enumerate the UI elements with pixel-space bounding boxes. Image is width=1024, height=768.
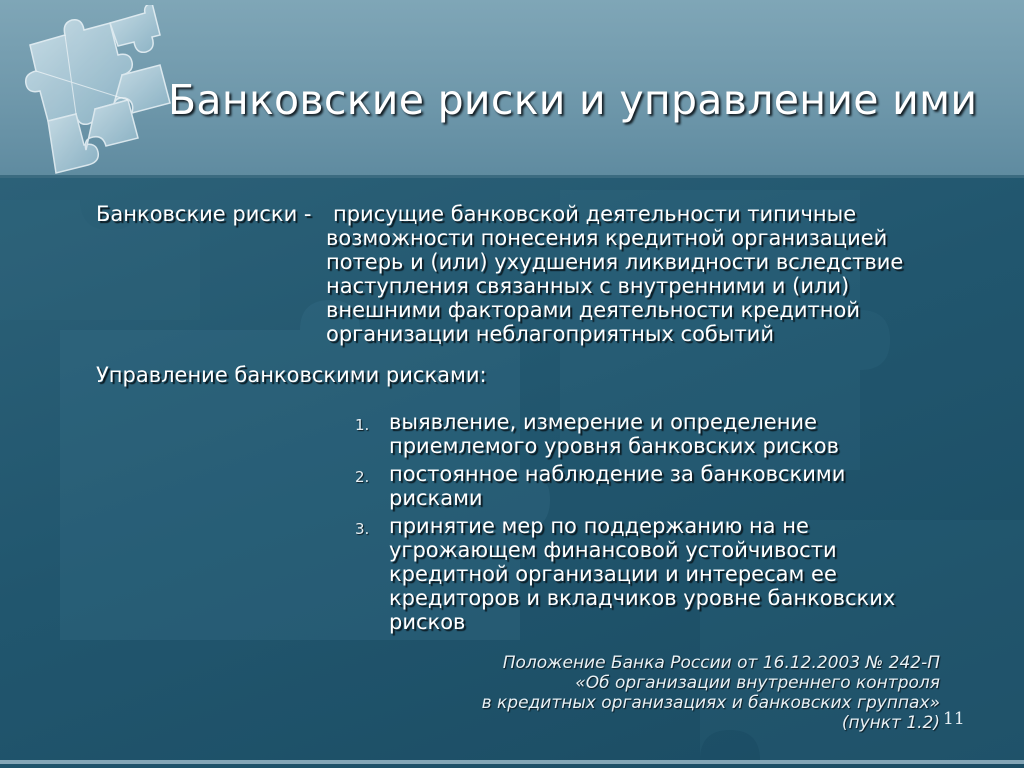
list-item-text: постоянное наблюдение за банковскими рисками	[389, 462, 846, 510]
source-line-4: (пункт 1.2)	[841, 713, 940, 733]
source-line-1: Положение Банка России от 16.12.2003 № 242-П	[502, 653, 940, 673]
list-item	[355, 410, 945, 458]
definition-text	[326, 202, 956, 346]
source-line-3: в кредитных организациях и банковских группах»	[481, 693, 940, 713]
list-item-text: принятие мер по поддержанию на не угрожающем финансовой устойчивости кредитной организации и интересам ее кредиторов и вкладчиков уровне банковских рисков	[389, 514, 896, 634]
source-citation	[482, 653, 940, 733]
bottom-divider	[0, 760, 1024, 764]
page-number: 11	[943, 709, 965, 729]
definition-first-line: присущие банковской деятельности типичные	[333, 202, 857, 226]
definition-term: Банковские риски -	[96, 202, 312, 226]
source-line-2: «Об организации внутреннего контроля	[575, 673, 940, 693]
list-item	[355, 514, 945, 634]
list-item	[355, 462, 945, 510]
puzzle-logo-icon	[10, 5, 180, 180]
slide-title: Банковские риски и управление ими	[168, 76, 978, 124]
management-steps-list	[355, 410, 945, 638]
list-item-number: 3.	[355, 520, 370, 538]
definition-rest: возможности понесения кредитной организацией потерь и (или) ухудшения ликвидности вследствие наступления связанных с внутренними и (или) внешними факторами деятельности кредитной организации неблагоприятных событий	[326, 226, 904, 346]
list-item-number: 2.	[355, 468, 370, 486]
management-heading: Управление банковскими рисками:	[96, 363, 487, 387]
list-item-text: выявление, измерение и определение приемлемого уровня банковских рисков	[389, 410, 839, 458]
list-item-number: 1.	[355, 416, 370, 434]
